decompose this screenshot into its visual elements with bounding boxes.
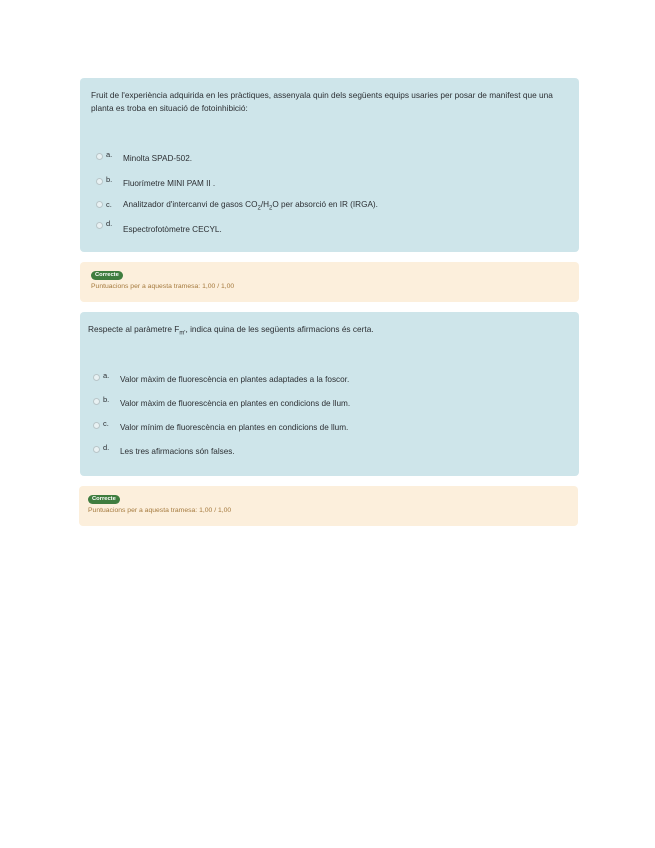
q2-option-d[interactable] xyxy=(93,445,493,459)
question-1-prompt: Fruit de l'experiència adquirida en les pràctiques, assenyala quin dels següents equips usaries per posar de manifest que una planta es troba en situació de fotoinhibició: xyxy=(91,90,553,113)
option-label: Valor màxim de fluorescència en plantes adaptades a la foscor. xyxy=(120,375,350,384)
option-label: Fluorímetre MINI PAM II . xyxy=(123,179,216,188)
option-letter: d. xyxy=(103,443,110,452)
option-letter: a. xyxy=(103,371,110,380)
option-letter: b. xyxy=(106,175,113,184)
radio-button[interactable] xyxy=(93,398,100,405)
option-label: Minolta SPAD-502. xyxy=(123,154,193,163)
q2-option-c[interactable] xyxy=(93,421,493,435)
option-letter: c. xyxy=(106,200,112,209)
option-letter: c. xyxy=(103,419,109,428)
radio-button[interactable] xyxy=(93,446,100,453)
q1-option-d[interactable] xyxy=(96,221,496,235)
q1-option-c[interactable] xyxy=(96,200,496,214)
radio-button[interactable] xyxy=(96,222,103,229)
radio-button[interactable] xyxy=(96,153,103,160)
radio-button[interactable] xyxy=(93,374,100,381)
question-1-feedback xyxy=(80,262,579,302)
score-text: Puntuacions per a aquesta tramesa: 1,00 / 1,00 xyxy=(91,283,235,290)
status-badge: Correcte xyxy=(88,495,120,504)
option-label: Valor màxim de fluorescència en plantes en condicions de llum. xyxy=(120,399,351,408)
option-label: Les tres afirmacions són falses. xyxy=(120,447,235,456)
q2-option-a[interactable] xyxy=(93,373,493,387)
radio-button[interactable] xyxy=(93,422,100,429)
option-label: Espectrofotòmetre CECYL. xyxy=(123,225,222,234)
option-letter: b. xyxy=(103,395,110,404)
radio-button[interactable] xyxy=(96,201,103,208)
status-badge: Correcte xyxy=(91,271,123,280)
question-1-box xyxy=(80,78,579,252)
q1-option-a[interactable] xyxy=(96,152,496,166)
question-2-feedback xyxy=(79,486,578,526)
q2-option-b[interactable] xyxy=(93,397,493,411)
score-text: Puntuacions per a aquesta tramesa: 1,00 / 1,00 xyxy=(88,507,232,514)
q1-option-b[interactable] xyxy=(96,177,496,191)
option-label: Valor mínim de fluorescència en plantes en condicions de llum. xyxy=(120,423,349,432)
option-letter: d. xyxy=(106,219,113,228)
option-label: Analitzador d'intercanvi de gasos $CO_2/H_2O$ per absorció en IR (IRGA). xyxy=(123,200,378,212)
radio-button[interactable] xyxy=(96,178,103,185)
question-2-prompt: Respecte al paràmetre $F_{m'}$, indica quina de les següents afirmacions és certa. xyxy=(88,324,374,337)
question-2-box xyxy=(80,312,579,476)
option-letter: a. xyxy=(106,150,113,159)
